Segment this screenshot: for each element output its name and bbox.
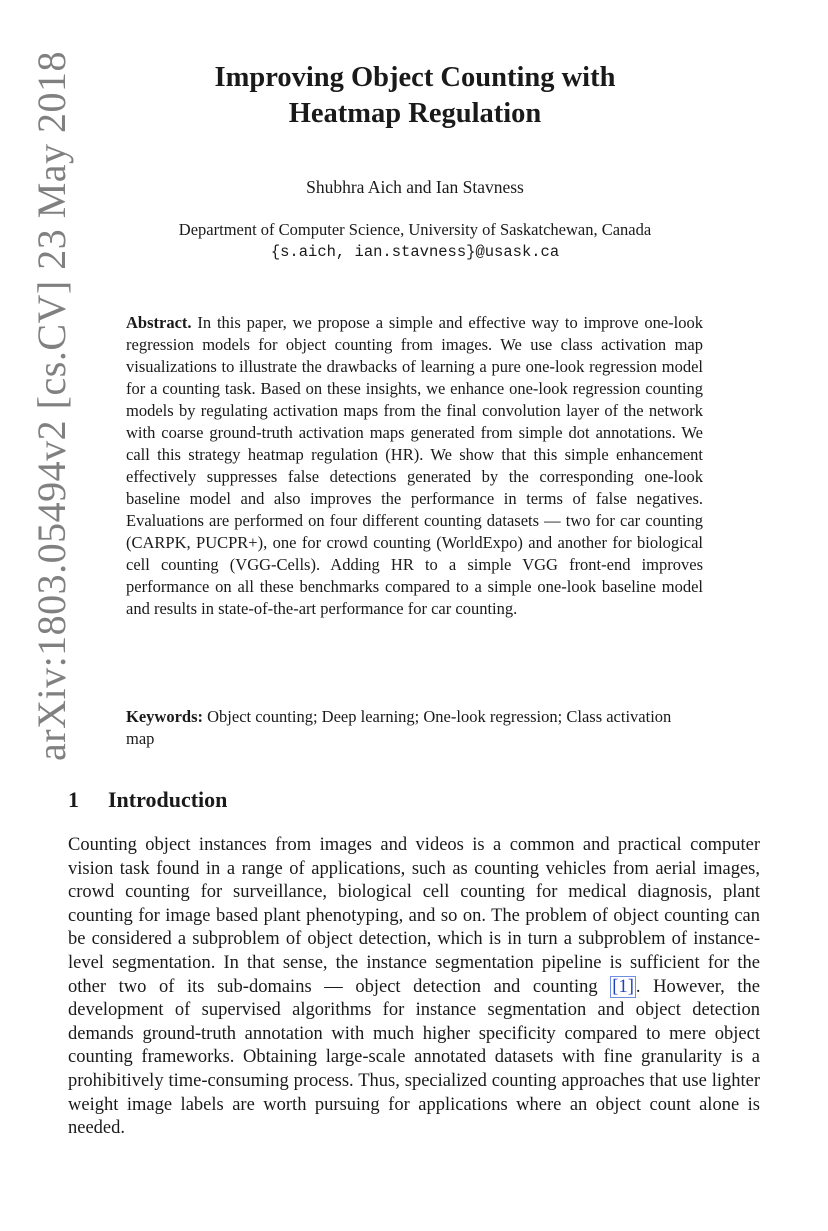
affiliation: Department of Computer Science, University of Saskatchewan, Canada [178, 220, 652, 239]
title-line-2: Heatmap Regulation [288, 98, 542, 129]
arxiv-stamp: arXiv:1803.05494v2 [cs.CV] 23 May 2018 [29, 50, 74, 761]
author-emails: {s.aich, ian.stavness}@usask.ca [270, 243, 560, 261]
intro-text-part-1: Counting object instances from images and videos is a common and practical computer vision task found in a range of applications, such as counting vehicles from aerial images, crowd counting for surveillance, biological cell counting for medical diagnosis, plant counting for image based plant phenotyping, and so on. The problem of object counting can be considered a subproblem of object detection, which is in turn a subproblem of instance-level segmentation. In that sense, the instance segmentation pipeline is sufficient for the other two of its sub-domains — object detection and counting [68, 835, 760, 997]
authors: Shubhra Aich and Ian Stavness [306, 177, 524, 197]
abstract [126, 312, 703, 620]
intro-text-part-2: . However, the development of supervised algorithms for instance segmentation and object detection demands ground-truth annotation with much higher specificity compared to mere object counting frameworks. Obtaining large-scale annotated datasets with fine granularity is a prohibitively time-consuming process. Thus, specialized counting approaches that use lighter weight image labels are worth pursuing for applications where an object count alone is needed. [68, 976, 760, 1139]
introduction-paragraph [68, 834, 760, 1141]
keywords-text: Object counting; Deep learning; One-look regression; Class activation map [126, 707, 672, 748]
section-title: Introduction [108, 787, 228, 812]
abstract-label: Abstract. [126, 313, 192, 332]
paper-title [120, 60, 710, 132]
section-number: 1 [68, 787, 79, 812]
abstract-text: In this paper, we propose a simple and effective way to improve one-look regression models for object counting from images. We use class activation map visualizations to illustrate the drawbacks of learning a pure one-look regression model for a counting task. Based on these insights, we enhance one-look regression counting models by regulating activation maps from the final convolution layer of the network with coarse ground-truth activation maps generated from simple dot annotations. We call this strategy heatmap regulation (HR). We show that this simple enhancement effectively suppresses false detections generated by the corresponding one-look baseline model and also improves the performance in terms of false negatives. Evaluations are performed on four different counting datasets — two for car counting (CARPK, PUCPR+), one for crowd counting (WorldExpo) and another for biological cell counting (VGG-Cells). Adding HR to a simple VGG front-end improves performance on all these benchmarks compared to a simple one-look baseline model and results in state-of-the-art performance for car counting. [126, 313, 704, 618]
keywords [126, 706, 703, 750]
keywords-label: Keywords: [126, 707, 203, 726]
citation-link[interactable]: [1] [612, 976, 634, 997]
section-heading-introduction [68, 786, 227, 814]
title-line-1: Improving Object Counting with [214, 62, 616, 93]
